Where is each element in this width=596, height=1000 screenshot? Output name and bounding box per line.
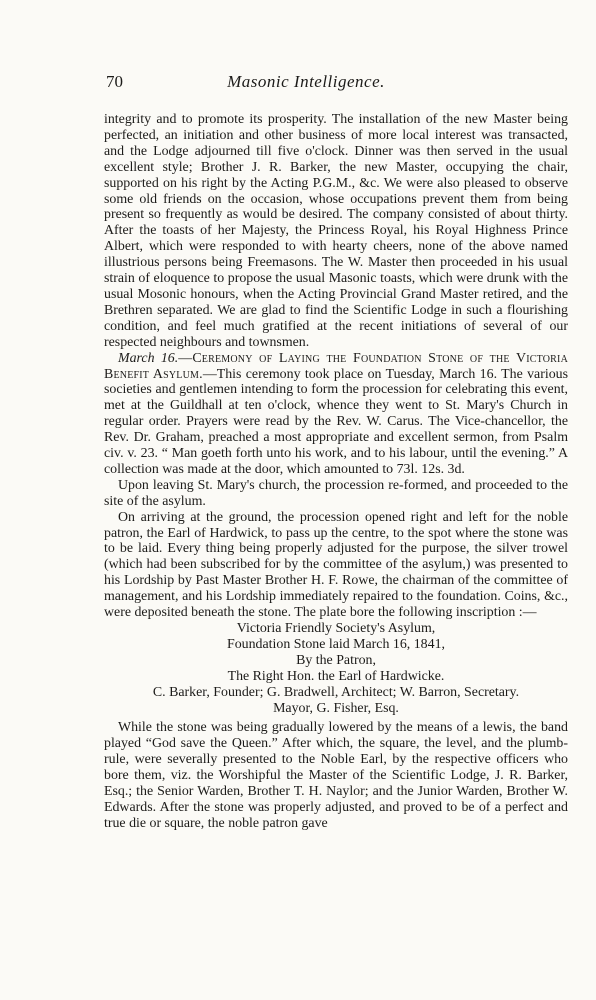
inscription-line: Victoria Friendly Society's Asylum,	[236, 621, 436, 636]
event-date: March 16.	[118, 350, 179, 366]
event-heading: —Ceremony of Laying the Foundation Stone of the Victoria Benefit Asylum.	[104, 350, 568, 382]
paragraph-ceremony	[104, 351, 568, 478]
inscription-line: The Right Hon. the Earl of Hardwicke.	[227, 668, 445, 684]
inscription-line: C. Barker, Founder; G. Bradwell, Architect; W. Barron, Secretary.	[152, 684, 520, 700]
paragraph-toasts: integrity and to promote its prosperity. The installation of the new Master being perfected, an initiation and other business of more local interest was transacted, and the Lodge adjourned till five o'clock. Dinner was then served in the usual excellent style; Brother J. R. Barker, the new Master, occupying the chair, supported on his right by the Acting P.G.M., &c. We were also pleased to observe some old friends on the occasion, whose occupations prevent them from being present so frequently as would be desired. The company consisted of about thirty. After the toasts of her Majesty, the Princess Royal, his Royal Highness Prince Albert, which were responded to with hearty cheers, none of the above named illustrious persons being Freemasons. The W. Master then proceeded in his usual strain of eloquence to propose the usual Masonic toasts, which were drunk with the usual Mosonic honours, when the Acting Provincial Grand Master retired, and the Brethren separated. We are glad to find the Scientific Lodge in such a flourishing condition, and feel much gratified at the recent initiations of several of our respected neighbours and townsmen.	[104, 112, 568, 350]
paragraph-stone-laying: On arriving at the ground, the procession opened right and left for the noble patron, the Earl of Hardwick, to pass up the centre, to the spot where the stone was to be laid. Every thing being properly adjusted for the purpose, the silver trowel (which had been subscribed for by the committee of the asylum,) was presented to his Lordship by Past Master Brother H. F. Rowe, the chairman of the committee of management, and his Lordship immediately repaired to the foundation. Coins, &c., were deposited beneath the stone. The plate bore the following inscription :—	[104, 509, 568, 621]
inscription-line: Foundation Stone laid March 16, 1841,	[227, 636, 445, 652]
paragraph-lowering: While the stone was being gradually lowered by the means of a lewis, the band played “God save the Queen.” After which, the square, the level, and the plumb-rule, were severally presented to the Noble Earl, by the respective officers who bore them, viz. the Worshipful the Master of the Scientific Lodge, J. R. Barker, Esq.; the Senior Warden, Brother T. H. Naylor; and the Junior Warden, Brother W. Edwards. After the stone was properly adjusted, and proved to be of a perfect and true die or square, the noble patron gave	[104, 720, 568, 831]
inscription-line: Mayor, G. Fisher, Esq.	[273, 700, 399, 716]
page-header	[106, 72, 506, 96]
inscription	[104, 621, 568, 716]
paragraph-procession: Upon leaving St. Mary's church, the procession re-formed, and proceeded to the site of the asylum.	[104, 477, 568, 509]
article-body	[104, 112, 568, 832]
event-text: —This ceremony took place on Tuesday, March 16. The various societies and gentlemen intending to form the procession for celebrating this event, met at the Guildhall at ten o'clock, whence they went to St. Mary's Church in regular order. Prayers were read by the Rev. W. Carus. The Vice-chancellor, the Rev. Dr. Graham, preached a most appropriate and excellent sermon, from Psalm civ. v. 23. “ Man goeth forth unto his work, and to his labour, until the evening.” A collection was made at the door, which amounted to 73l. 12s. 3d.	[104, 366, 568, 477]
inscription-line: By the Patron,	[296, 652, 376, 668]
running-title: Masonic Intelligence.	[227, 72, 385, 91]
page-number: 70	[106, 72, 123, 91]
